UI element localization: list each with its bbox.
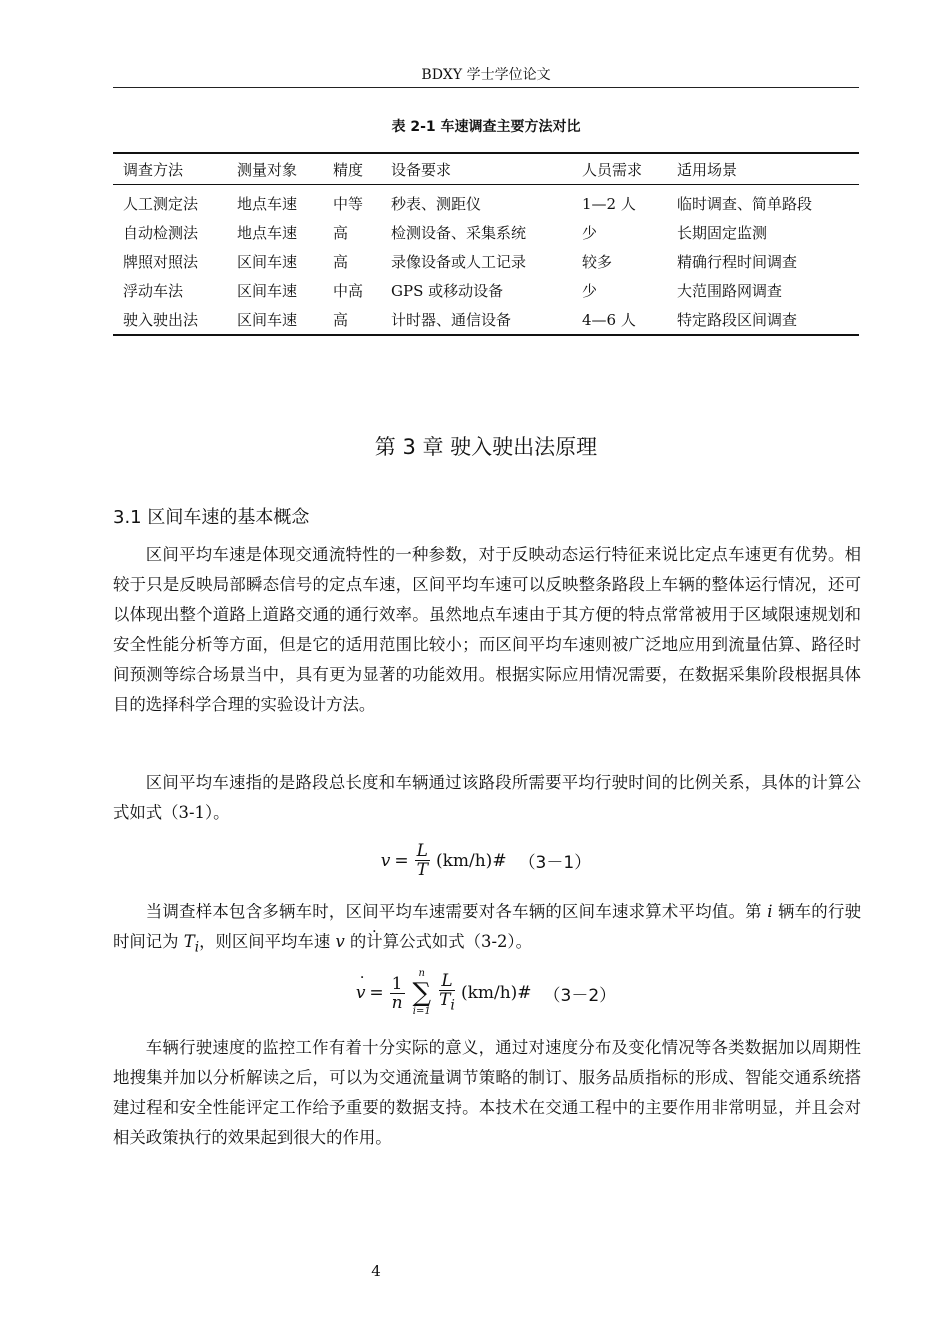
table-cell: 长期固定监测 [677,224,768,242]
column-header: 人员需求 [582,160,643,179]
table-cell: 大范围路网调查 [677,282,783,300]
paragraph-text: 辆车的行驶时间记为 [113,902,861,951]
formula-fraction [439,972,455,1014]
running-header: BDXY 学士学位论文 [421,67,551,83]
table-cell: 少 [582,224,598,242]
table-cell: 高 [333,224,349,242]
table-cell: 地点车速 [237,195,298,213]
chapter-title: 第 3 章 驶入驶出法原理 [374,435,598,459]
formula-coefficient [390,975,405,1012]
table-cell: GPS 或移动设备 [391,282,504,300]
fraction-numerator: L [416,841,428,861]
formula-equals: = [369,983,384,1003]
math-variable: v ˙ [335,932,344,951]
denominator-variable: T [439,989,451,1010]
body-paragraph: 区间平均车速是体现交通流特性的一种参数，对于反映动态运行特征来说比定点车速更有优势。相较于只是反映局部瞬态信号的定点车速，区间平均车速可以反映整条路段上车辆的整体运行情况，还可以体现出整个道路上道路交通的通行效率。虽然地点车速由于其方便的特点常常被用于区域限速规划和安全性能分析等方面，但是它的适用范围比较小；而区间平均车速则被广泛地应用到流量估算、路径时间预测等综合场景当中，具有更为显著的功能效用。根据实际应用情况需要，在数据采集阶段根据具体目的选择科学合理的实验设计方法。 [113,545,861,714]
table-cell: 中高 [333,282,364,300]
table-cell: 高 [333,253,349,271]
table-cell: 中等 [333,195,364,213]
table-cell: 精确行程时间调查 [677,253,798,271]
sum-upper-limit: n [418,968,425,979]
table-row [113,218,859,247]
table-cell: 高 [333,311,349,329]
table-cell: 秒表、测距仪 [391,195,482,213]
column-header: 设备要求 [391,160,452,179]
body-paragraph [113,897,861,962]
table-row [113,276,859,305]
header-rule [113,87,859,88]
paragraph-text: 当调查样本包含多辆车时，区间平均车速需要对各车辆的区间车速求算术平均值。第 [145,902,768,921]
formula-3-1 [113,842,859,886]
table-row [113,305,859,335]
formula-equals: = [394,850,409,871]
table-cell: 临时调查、简单路段 [677,195,813,213]
table-cell: 区间车速 [237,282,298,300]
column-header: 适用场景 [677,160,738,179]
fraction-denominator [439,991,455,1014]
math-variable: T [183,932,195,951]
summation [413,968,432,1018]
table-row [113,247,859,276]
formula-fraction [415,842,430,879]
column-header: 调查方法 [123,160,184,179]
column-header: 精度 [333,160,364,179]
body-paragraph: 车辆行驶速度的监控工作有着十分实际的意义，通过对速度分布及变化情况等各类数据加以周期性地搜集并加以分析解读之后，可以为交通流量调节策略的制订、服务品质指标的形成、智能交通系统搭建过程和安全性能评定工作给予重要的数据支持。本技术在交通工程中的主要作用非常明显，并且会对相关政策执行的效果起到很大的作用。 [113,1038,861,1147]
fraction-numerator: L [441,970,453,991]
body-paragraph: 区间平均车速指的是路段总长度和车辆通过该路段所需要平均行驶时间的比例关系，具体的计算公式如式（3-1）。 [113,773,861,822]
page-number: 4 [371,1262,381,1280]
math-subscript: i [194,939,200,956]
formula-lhs: v ˙ [356,983,366,1003]
formula-unit: (km/h)# [460,983,532,1003]
paragraph-text: ，则区间平均车速 [199,932,336,951]
column-header: 测量对象 [237,160,298,179]
table-cell: 少 [582,282,598,300]
section-title: 3.1 区间车速的基本概念 [113,507,310,528]
table-cell: 牌照对照法 [123,253,199,271]
math-variable: i [767,902,773,921]
table-cell: 特定路段区间调查 [677,311,798,329]
fraction-denominator: T [416,860,428,880]
fraction-denominator: n [391,992,403,1013]
table-cell: 浮动车法 [123,282,184,300]
table-cell: 1—2 人 [582,195,636,213]
equation-number: （3－2） [543,985,617,1006]
table-cell: 驶入驶出法 [123,311,199,329]
table-cell: 自动检测法 [123,224,199,242]
sum-symbol: ∑ [412,978,432,1008]
table-header [113,153,859,185]
fraction-numerator: 1 [391,973,403,994]
table-cell: 人工测定法 [123,195,199,213]
table-cell: 4—6 人 [582,311,636,329]
table-cell: 计时器、通信设备 [391,311,512,329]
table-cell: 较多 [582,253,613,271]
formula-3-2 [113,968,859,1024]
denominator-subscript: i [450,997,455,1014]
equation-number: （3－1） [518,853,592,873]
table-caption: 表 2-1 车速调查主要方法对比 [391,119,581,135]
table-cell: 地点车速 [237,224,298,242]
table-cell: 区间车速 [237,253,298,271]
formula-lhs: v [380,850,391,871]
table-cell: 录像设备或人工记录 [391,253,527,271]
formula-unit: (km/h)# [435,850,507,871]
table-cell: 检测设备、采集系统 [391,224,527,242]
comparison-table [113,152,859,336]
table-cell: 区间车速 [237,311,298,329]
paragraph-text: 的计算公式如式（3-2）。 [344,932,533,951]
sum-lower-limit: i=1 [412,1006,431,1017]
table-row [113,185,859,219]
